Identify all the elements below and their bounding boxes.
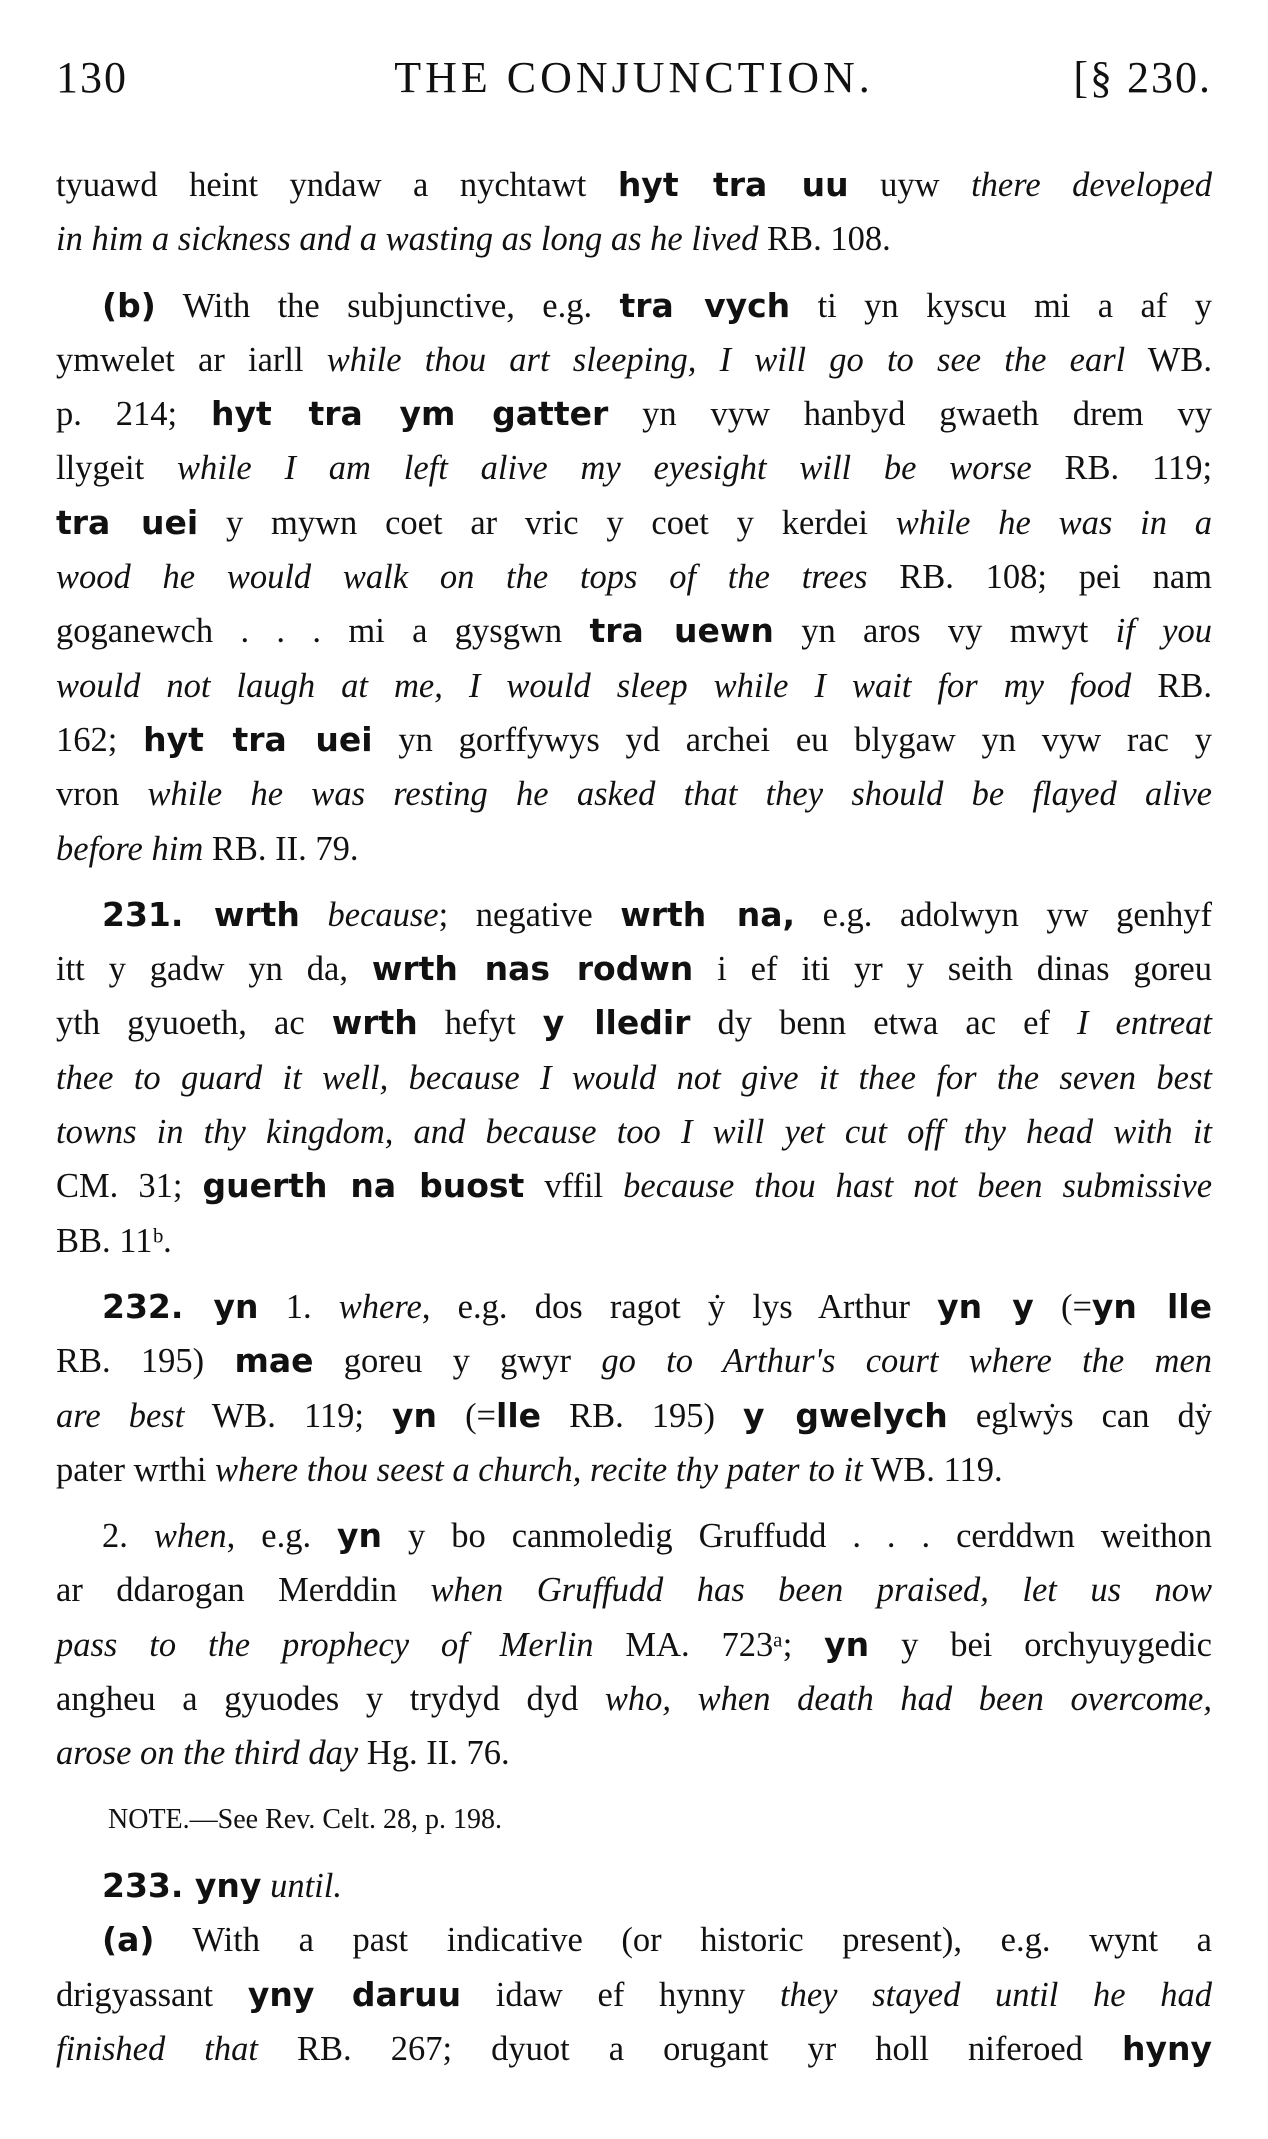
plain-text: WB. [1125, 340, 1213, 379]
text-line [56, 942, 1212, 996]
text-line [56, 1672, 1212, 1726]
plain-text: y mywn coet ar vric y coet y kerdei [198, 503, 896, 542]
plain-text: RB. 108; pei nam [867, 558, 1212, 597]
text-line [56, 1913, 1212, 1967]
plain-text: WB. 119. [862, 1450, 1003, 1489]
plain-text: itt y gadw yn da, [56, 950, 372, 989]
text-line [56, 1618, 1212, 1672]
plain-text: RB. 195) [541, 1396, 744, 1435]
plain-text: yn aros vy mwyt [773, 612, 1116, 651]
italic-gloss: I entreat [1077, 1004, 1213, 1043]
bold-term: yn y [937, 1286, 1034, 1326]
plain-text: i ef iti yr y seith dinas goreu [693, 950, 1212, 989]
bold-term: (b) [102, 285, 156, 325]
text-line [56, 387, 1212, 441]
body-text [56, 158, 1212, 2076]
bold-term: y lledir [542, 1003, 691, 1043]
italic-gloss: go to Arthur's court where the men [601, 1342, 1213, 1381]
plain-text: MA. 723ᵃ; [593, 1625, 825, 1664]
plain-text: WB. 119; [184, 1396, 393, 1435]
text-line [56, 1443, 1212, 1497]
plain-text: RB. [1131, 666, 1212, 705]
bold-term: y gwelych [743, 1395, 948, 1435]
bold-term: lle [496, 1395, 542, 1435]
italic-gloss: they stayed until he had [780, 1975, 1212, 2014]
plain-text: uyw [848, 166, 972, 204]
plain-text: , e.g. dos ragot ẏ lys Arthur [421, 1287, 938, 1326]
text-line [56, 1159, 1212, 1213]
text-line [56, 496, 1212, 550]
italic-gloss: where [338, 1287, 422, 1326]
italic-gloss: if you [1115, 612, 1212, 651]
plain-text: tyuawd heint yndaw a nychtawt [56, 166, 618, 204]
bold-term: hyt tra ym gatter [210, 394, 609, 434]
italic-gloss: thee to guard it well, because I would not give it thee for the seven best [56, 1058, 1212, 1097]
plain-text: angheu a gyuodes y trydyd dyd [56, 1680, 605, 1719]
plain-text: y bei orchyuygedic [869, 1625, 1212, 1664]
italic-gloss: before him [56, 829, 204, 868]
italic-gloss: wood he would walk on the tops of the trees [56, 558, 868, 597]
plain-text: ymwelet ar iarll [56, 340, 327, 379]
text-line [56, 713, 1212, 767]
text-line [56, 1105, 1212, 1159]
text-line [56, 888, 1212, 942]
running-title: THE CONJUNCTION. [394, 53, 874, 102]
section-reference: [§ 230. [1073, 53, 1212, 102]
plain-text: yth gyuoeth, ac [56, 1004, 332, 1043]
italic-gloss: in him a sickness and a wasting as long as he lived [56, 220, 759, 259]
bold-term: (a) [102, 1920, 155, 1960]
italic-gloss: when [153, 1517, 227, 1556]
text-line [56, 996, 1212, 1050]
plain-text: vffil [524, 1167, 624, 1206]
page-number: 130 [56, 53, 128, 102]
text-line [56, 659, 1212, 713]
section-heading [56, 1859, 1212, 1913]
text-line [56, 1280, 1212, 1334]
bold-term: yn lle [1091, 1286, 1212, 1326]
plain-text: llygeit [56, 449, 177, 488]
italic-gloss: are best [56, 1396, 185, 1435]
plain-text: goganewch . . . mi a gysgwn [56, 612, 590, 651]
text-line [56, 822, 1212, 876]
bold-term: 233. yny [102, 1865, 262, 1905]
bold-term: wrth [331, 1003, 418, 1043]
italic-gloss: while I am left alive my eyesight will be worse [176, 449, 1032, 488]
italic-gloss: while he was resting he asked that they should be flayed alive [147, 775, 1212, 814]
italic-gloss: while he was in a [895, 503, 1212, 542]
bold-term: tra vych [619, 285, 791, 325]
plain-text: RB. 195) [56, 1342, 235, 1381]
plain-text [261, 1867, 270, 1905]
bold-term: hyt tra uu [617, 165, 849, 204]
bold-term: wrth nas rodwn [371, 949, 694, 989]
plain-text: hefyt [417, 1004, 543, 1043]
text-line [56, 441, 1212, 495]
plain-text: yn gorffywys yd archei eu blygaw yn vyw rac y [372, 720, 1212, 759]
bold-term: 232. yn [102, 1286, 259, 1326]
text-line [56, 279, 1212, 333]
note-line [56, 1793, 1212, 1847]
bold-term: guerth na buost [202, 1166, 525, 1206]
plain-text: yn vyw hanbyd gwaeth drem vy [608, 395, 1213, 434]
bold-term: yn [337, 1516, 383, 1556]
plain-text: drigyassant [56, 1975, 248, 2014]
text-line [56, 1051, 1212, 1105]
text-line [56, 1968, 1212, 2022]
text-line [56, 1509, 1212, 1563]
italic-gloss: where thou seest a church, recite thy pater to it [215, 1450, 863, 1489]
plain-text: pater wrthi [56, 1450, 216, 1489]
plain-text: 2. [102, 1517, 154, 1556]
plain-text: 162; [56, 720, 144, 759]
text-line [56, 158, 1212, 212]
text-line [56, 1334, 1212, 1388]
plain-text: Hg. II. 76. [358, 1734, 510, 1773]
plain-text: eglwẏs can dẏ [947, 1396, 1212, 1435]
plain-text: CM. 31; [56, 1167, 203, 1206]
text-line [56, 550, 1212, 604]
bold-term: hyt tra uei [143, 719, 373, 759]
bold-term: tra uewn [589, 611, 774, 651]
bold-term: yn [824, 1624, 870, 1664]
bold-term: 231. wrth [102, 894, 300, 934]
text-line [56, 2022, 1212, 2076]
text-line [56, 212, 1212, 266]
italic-gloss: arose on the third day [56, 1734, 359, 1773]
text-line [56, 1389, 1212, 1443]
plain-text: RB. 119; [1031, 449, 1213, 488]
plain-text: idaw ef hynny [461, 1975, 781, 2014]
plain-text: vron [56, 775, 148, 814]
running-header [56, 52, 1212, 112]
plain-text: ti yn kyscu mi a af y [790, 286, 1212, 325]
bold-term: wrth na, [620, 894, 796, 934]
italic-gloss: finished that [56, 2029, 258, 2068]
italic-gloss: because thou hast not been submissive [623, 1167, 1213, 1206]
italic-gloss: would not laugh at me, I would sleep while I wait for my food [56, 666, 1132, 705]
plain-text: NOTE.—See Rev. Celt. 28, p. 198. [108, 1803, 503, 1835]
italic-gloss: while thou art sleeping, I will go to see the earl [326, 340, 1126, 379]
bold-term: tra uei [56, 502, 199, 542]
plain-text: dy benn etwa ac ef [690, 1004, 1077, 1043]
bold-term: yn [392, 1395, 438, 1435]
italic-gloss: when Gruffudd has been praised, let us now [430, 1571, 1212, 1610]
plain-text [300, 896, 328, 934]
italic-gloss: until. [270, 1866, 342, 1905]
plain-text: With a past indicative (or historic present), e.g. wynt a [154, 1921, 1212, 1960]
text-line [56, 767, 1212, 821]
plain-text: ; negative [438, 895, 621, 934]
plain-text: y bo canmoledig Gruffudd . . . cerddwn weithon [382, 1517, 1212, 1556]
text-line [56, 1214, 1212, 1268]
text-line [56, 1563, 1212, 1617]
plain-text: RB. 267; dyuot a orugant yr holl niferoed [257, 2029, 1122, 2068]
plain-text: RB. 108. [758, 220, 891, 259]
plain-text: RB. II. 79. [203, 829, 359, 868]
text-line [56, 1726, 1212, 1780]
italic-gloss: pass to the prophecy of Merlin [56, 1625, 594, 1664]
plain-text: (= [437, 1396, 497, 1435]
plain-text: e.g. adolwyn yw genhyf [795, 895, 1212, 934]
plain-text: (= [1033, 1287, 1092, 1326]
bold-term: hyny [1121, 2028, 1212, 2068]
italic-gloss: there developed [971, 166, 1213, 204]
italic-gloss: because [327, 895, 439, 934]
plain-text: , e.g. [226, 1517, 338, 1556]
plain-text: BB. 11ᵇ. [56, 1221, 172, 1260]
plain-text: goreu y gwyr [313, 1342, 602, 1381]
bold-term: yny daruu [247, 1974, 462, 2014]
plain-text: 1. [258, 1287, 339, 1326]
italic-gloss: towns in thy kingdom, and because too I will yet cut off thy head with it [56, 1113, 1212, 1152]
bold-term: mae [234, 1341, 314, 1381]
text-line [56, 604, 1212, 658]
text-line [56, 333, 1212, 387]
plain-text: With the subjunctive, e.g. [155, 286, 620, 325]
plain-text: ar ddarogan Merddin [56, 1571, 431, 1610]
plain-text: p. 214; [56, 395, 211, 434]
italic-gloss: who, when death had been overcome, [604, 1680, 1212, 1719]
